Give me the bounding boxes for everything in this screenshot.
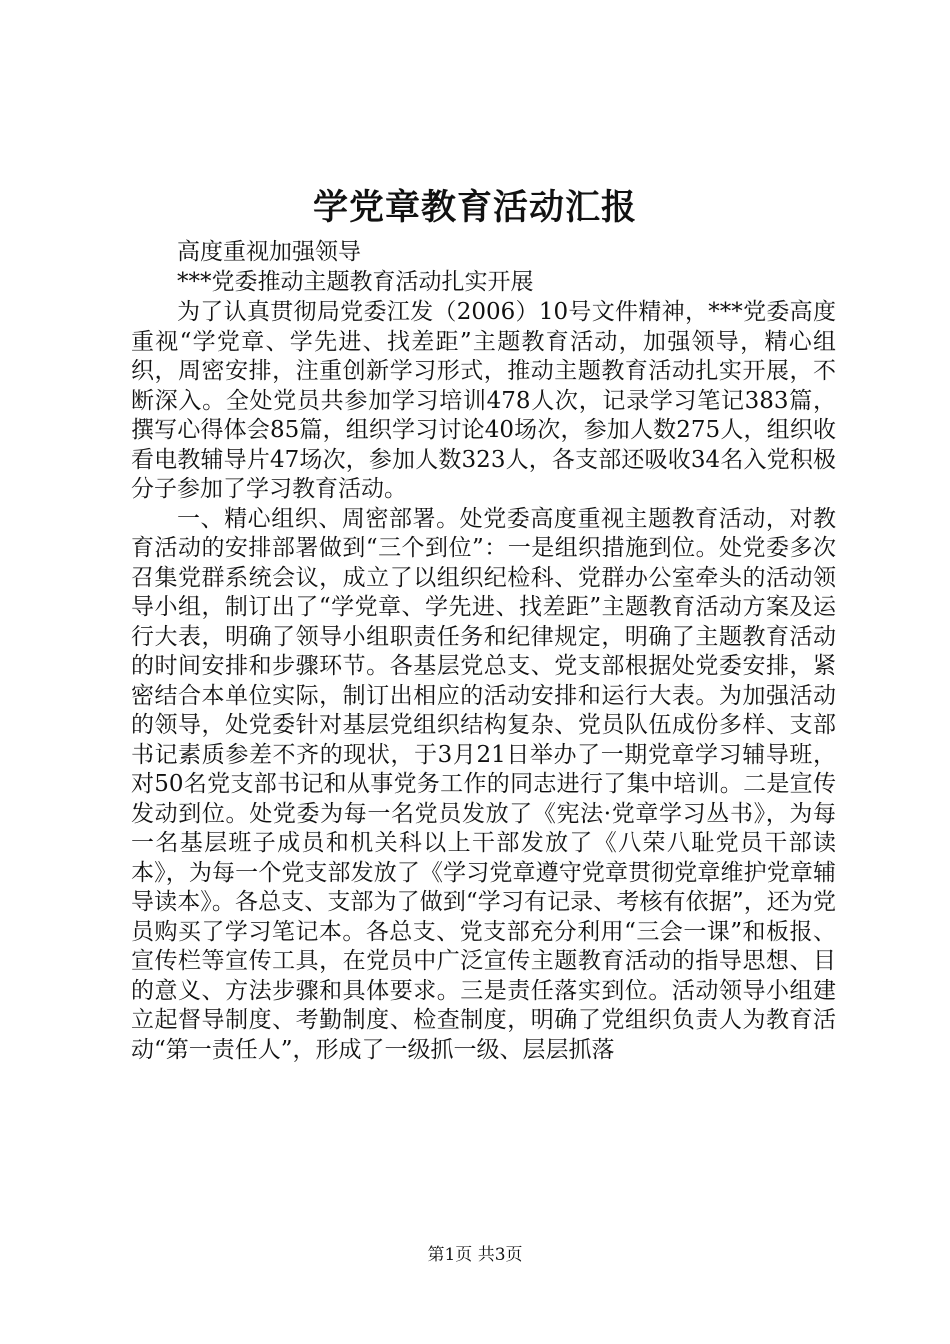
subtitle-party-committee: ***党委推动主题教育活动扎实开展 xyxy=(177,269,534,295)
subtitle-leadership: 高度重视加强领导 xyxy=(177,239,361,265)
document-body xyxy=(131,298,836,1065)
paragraph-intro: 为了认真贯彻局党委江发（2006）10号文件精神，***党委高度重视“学党章、学先进、找差距”主题教育活动，加强领导，精心组织，周密安排，注重创新学习形式，推动主题教育活动扎实开展，不断深入。全处党员共参加学习培训478人次，记录学习笔记383篇，撰写心得体会85篇，组织学习讨论40场次，参加人数275人，组织收看电教辅导片47场次，参加人数323人，各支部还吸收34名入党积极分子参加了学习教育活动。 xyxy=(131,299,836,502)
document-title: 学党章教育活动汇报 xyxy=(312,187,637,228)
paragraph-section-one: 一、精心组织、周密部署。处党委高度重视主题教育活动，对教育活动的安排部署做到“三个到位”：一是组织措施到位。处党委多次召集党群系统会议，成立了以组织纪检科、党群办公室牵头的活动领导小组，制订出了“学党章、学先进、找差距”主题教育活动方案及运行大表，明确了领导小组职责任务和纪律规定，明确了主题教育活动的时间安排和步骤环节。各基层党总支、党支部根据处党委安排，紧密结合本单位实际，制订出相应的活动安排和运行大表。为加强活动的领导，处党委针对基层党组织结构复杂、党员队伍成份多样、支部书记素质参差不齐的现状，于3月21日举办了一期党章学习辅导班，对50名党支部书记和从事党务工作的同志进行了集中培训。二是宣传发动到位。处党委为每一名党员发放了《宪法·党章学习丛书》，为每一名基层班子成员和机关科以上干部发放了《八荣八耻党员干部读本》，为每一个党支部发放了《学习党章遵守党章贯彻党章维护党章辅导读本》。各总支、支部为了做到“学习有记录、考核有依据”，还为党员购买了学习笔记本。各总支、党支部充分利用“三会一课”和板报、宣传栏等宣传工具，在党员中广泛宣传主题教育活动的指导思想、目的意义、方法步骤和具体要求。三是责任落实到位。活动领导小组建立起督导制度、考勤制度、检查制度，明确了党组织负责人为教育活动“第一责任人”，形成了一级抓一级、层层抓落 xyxy=(131,505,836,1063)
page-footer: 第1页 共3页 xyxy=(427,1245,523,1265)
